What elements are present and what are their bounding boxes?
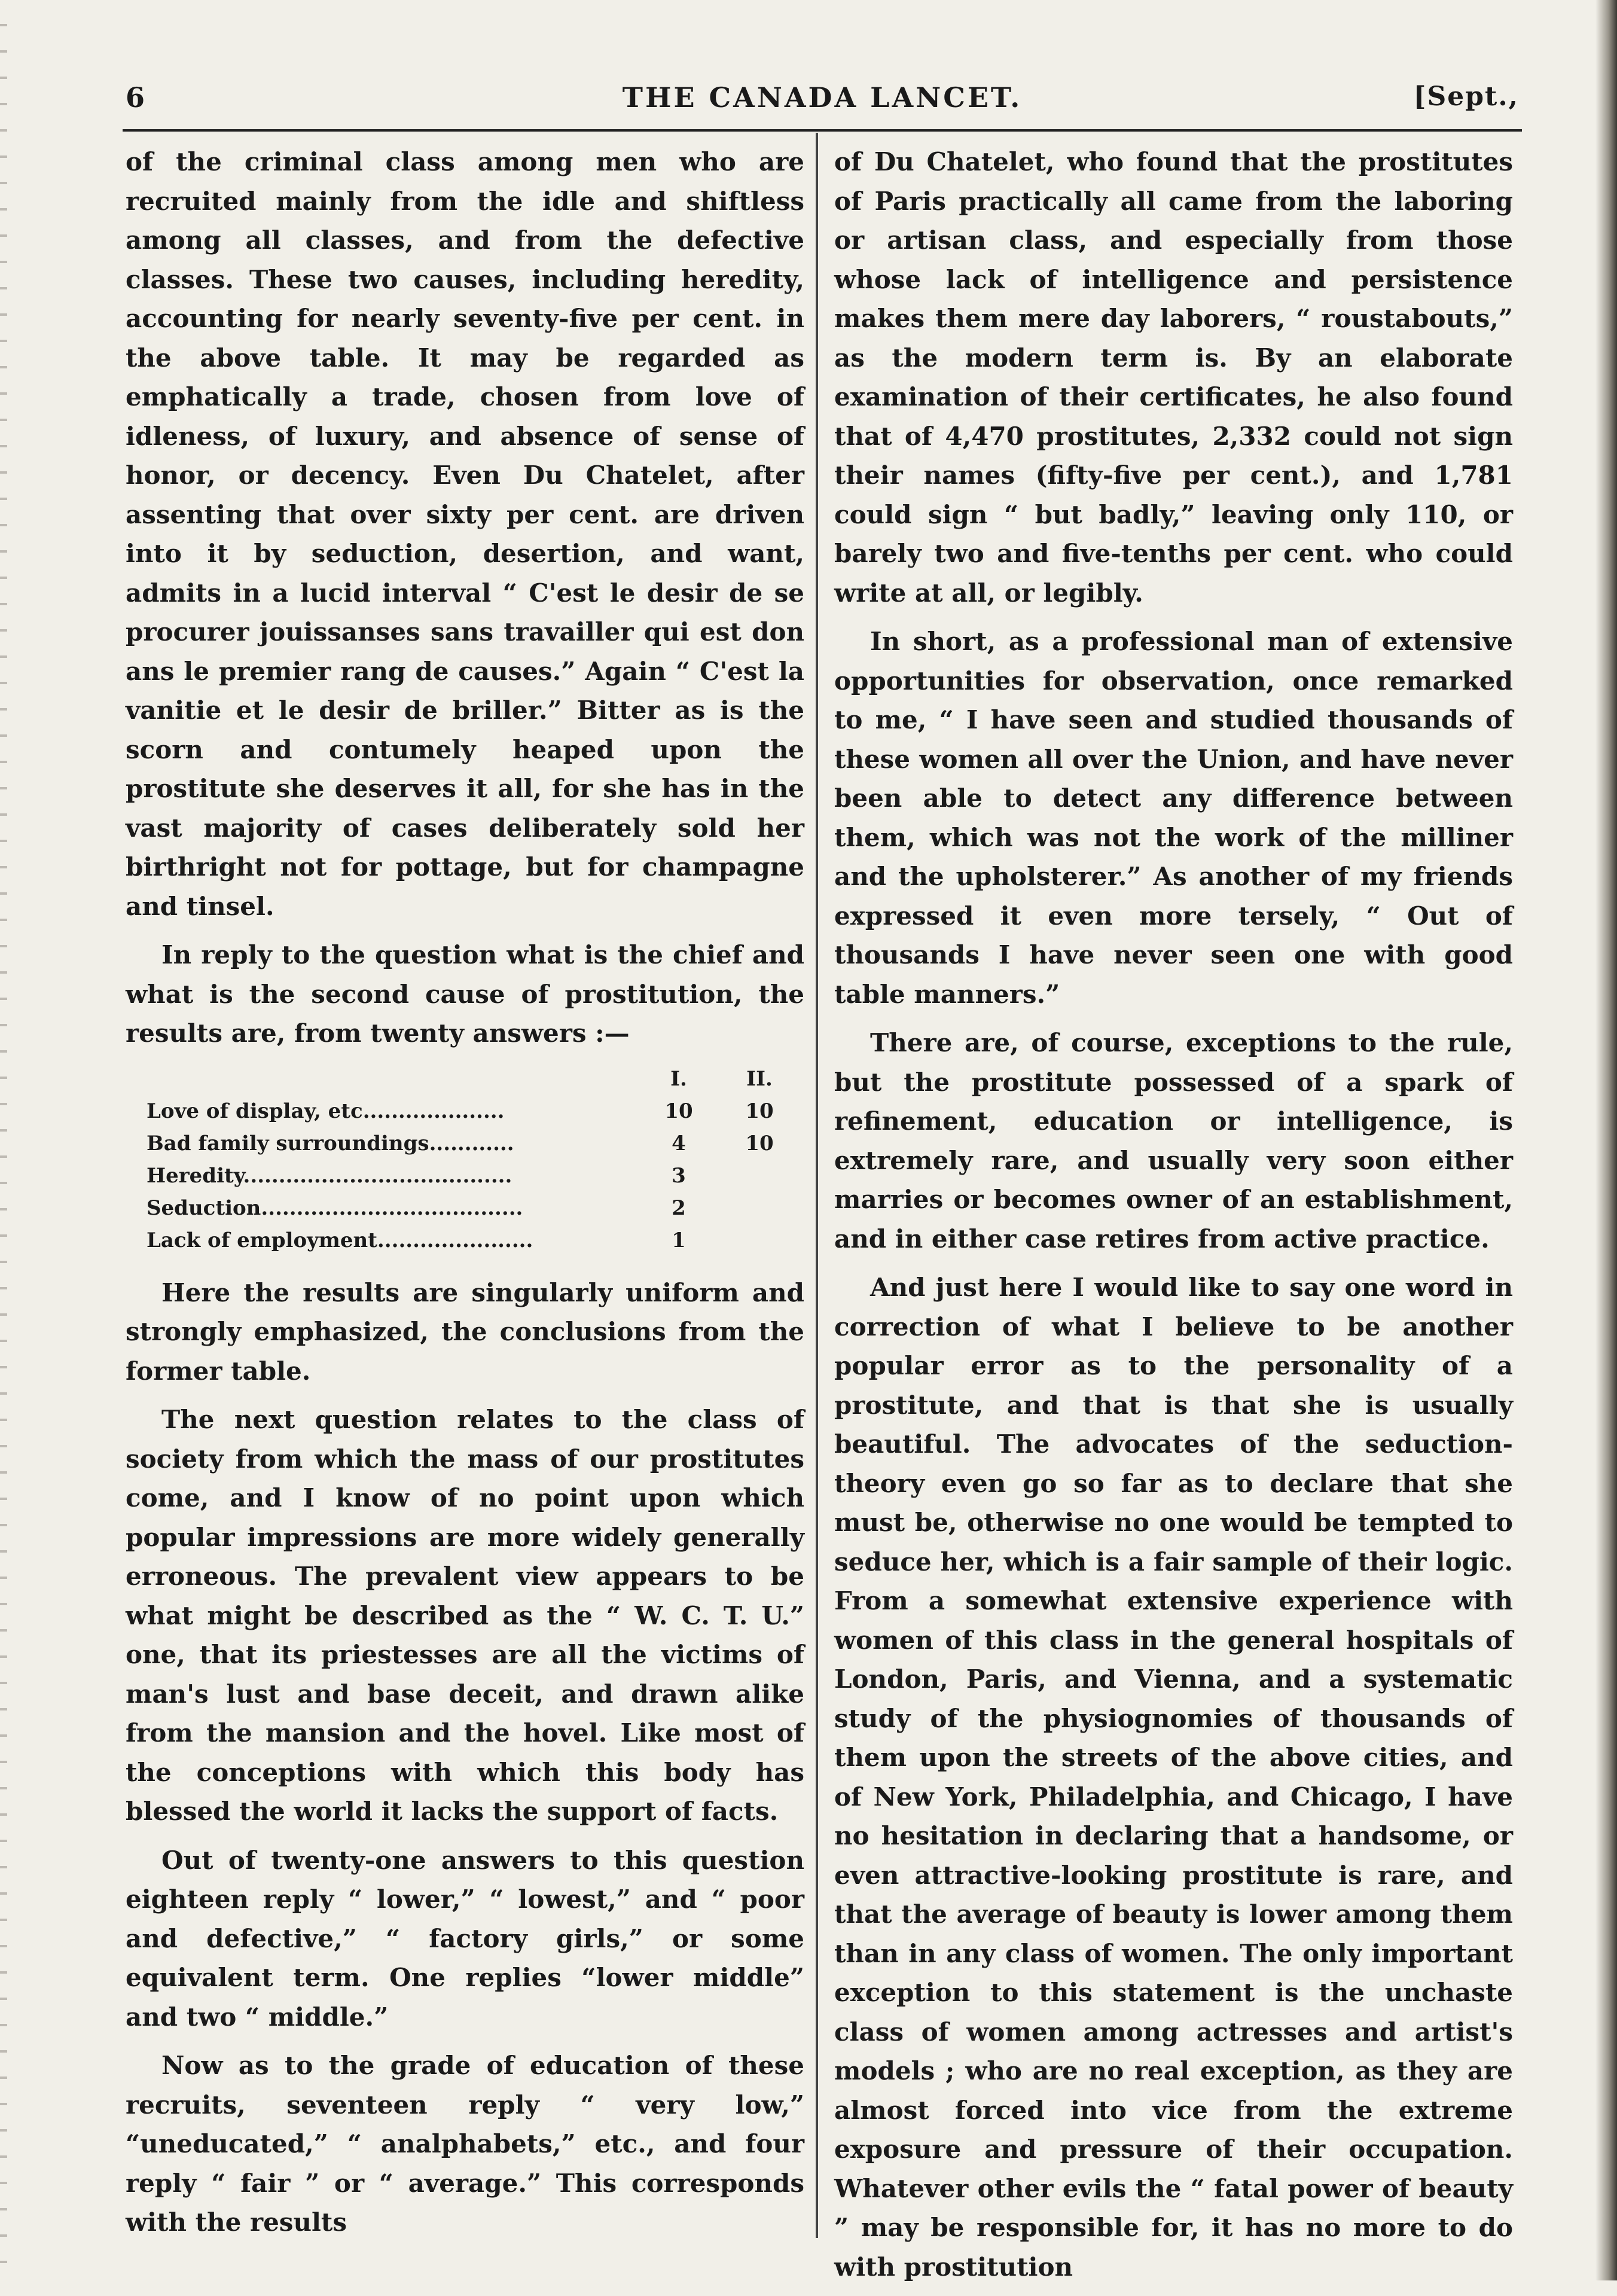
table-row bbox=[126, 1127, 804, 1160]
left-paragraph-6: Now as to the grade of education of these recruits, seventeen reply “ very low,” “uneducated,” “ analphabets,” etc., and four reply “ fair ” or “ average.” This corresponds with the results bbox=[126, 2051, 804, 2237]
column-divider bbox=[816, 133, 818, 2238]
table-header-col1: I. bbox=[670, 1066, 687, 1091]
page-number: 6 bbox=[126, 81, 145, 114]
right-column bbox=[834, 142, 1513, 2296]
table-row-value-2: 10 bbox=[745, 1131, 774, 1155]
table-row-label: Heredity...................................... bbox=[147, 1163, 512, 1188]
table-header-col2: II. bbox=[746, 1066, 773, 1091]
table-row-value-1: 2 bbox=[672, 1196, 686, 1220]
table-row-value-2 bbox=[715, 1224, 804, 1257]
table-row-value-1: 3 bbox=[672, 1163, 686, 1188]
table-row-label: Love of display, etc.................... bbox=[147, 1099, 505, 1123]
left-paragraph-3: Here the results are singularly uniform and strongly emphasized, the conclusions from the former table. bbox=[126, 1277, 804, 1386]
left-paragraph-2: In reply to the question what is the chief and what is the second cause of prostitution, the results are, from twenty answers :— bbox=[126, 940, 804, 1048]
right-paragraph-4: And just here I would like to say one word in correction of what I believe to be another popular error as to the personality of a prostitute, and that is that she is usually beautiful. The advocates of the seduction-theory even go so far as to declare that she must be, otherwise no one would be tempted to seduce her, which is a fair sample of their logic. From a somewhat extensive experience with women of this class in the general hospitals of London, Paris, and Vienna, and a systematic study of the physiognomies of thousands of them upon the streets of the above cities, and of New York, Philadelphia, and Chicago, I have no hesitation in declaring that a handsome, or even attractive-looking prostitute is rare, and that the average of beauty is lower among them than in any class of women. The only important exception to this statement is the unchaste class of women among actresses and artist's models ; who are no real exception, as they are almost forced into vice from the extreme exposure and pressure of their occupation. Whatever other evils the “ fatal power of beauty ” may be responsible for, it has no more to do with prostitution bbox=[834, 1273, 1513, 2282]
right-paragraph-1: of Du Chatelet, who found that the prostitutes of Paris practically all came from the laboring or artisan class, and especially from those whose lack of intelligence and persistence makes them mere day laborers, “ roustabouts,” as the modern term is. By an elaborate examination of their certificates, he also found that of 4,470 prostitutes, 2,332 could not sign their names (fifty-five per cent.), and 1,781 could sign “ but badly,” leaving only 110, or barely two and five-tenths per cent. who could write at all, or legibly. bbox=[834, 147, 1513, 608]
header-rule bbox=[123, 129, 1522, 132]
table-row bbox=[126, 1160, 804, 1192]
table-row bbox=[126, 1192, 804, 1224]
page-left-edge bbox=[0, 0, 7, 2280]
left-column bbox=[126, 142, 804, 2252]
table-row-value-1: 4 bbox=[672, 1131, 686, 1155]
table-header-row bbox=[126, 1063, 804, 1095]
table-row bbox=[126, 1224, 804, 1257]
table-row-value-2: 10 bbox=[745, 1099, 774, 1123]
journal-title: THE CANADA LANCET. bbox=[622, 81, 1023, 114]
table-row bbox=[126, 1095, 804, 1127]
table-row-value-2 bbox=[715, 1192, 804, 1224]
causes-table bbox=[126, 1063, 804, 1257]
left-paragraph-4: The next question relates to the class of society from which the mass of our prostitutes come, and I know of no point upon which popular impressions are more widely generally erroneous. The prevalent view appears to be what might be described as the “ W. C. T. U.” one, that its priestesses are all the victims of man's lust and base deceit, and drawn alike from the mansion and the hovel. Like most of the conceptions with which this body has blessed the world it lacks the support of facts. bbox=[126, 1405, 804, 1826]
issue-month: [Sept., bbox=[1413, 81, 1519, 112]
left-paragraph-5: Out of twenty-one answers to this question eighteen reply “ lower,” “ lowest,” and “ poor and defective,” “ factory girls,” or some equivalent term. One replies “lower middle” and two “ middle.” bbox=[126, 1845, 804, 2032]
running-header bbox=[126, 78, 1519, 126]
table-row-label: Bad family surroundings............ bbox=[147, 1131, 514, 1155]
table-row-label: Lack of employment...................... bbox=[147, 1228, 533, 1252]
right-paragraph-3: There are, of course, exceptions to the rule, but the prostitute possessed of a spark of refinement, education or intelligence, is extremely rare, and usually very soon either marries or becomes owner of an establishment, and in either case retires from active practice. bbox=[834, 1028, 1513, 1254]
left-paragraph-1: of the criminal class among men who are recruited mainly from the idle and shiftless among all classes, and from the defective classes. These two causes, including heredity, accounting for nearly seventy-five per cent. in the above table. It may be regarded as emphatically a trade, chosen from love of idleness, of luxury, and absence of sense of honor, or decency. Even Du Chatelet, after assenting that over sixty per cent. are driven into it by seduction, desertion, and want, admits in a lucid interval “ C'est le desir de se procurer jouissanses sans travailler qui est don ans le premier rang de causes.” Again “ C'est la vanitie et le desir de briller.” Bitter as is the scorn and contumely heaped upon the prostitute she deserves it all, for she has in the vast majority of cases deliberately sold her birthright not for pottage, but for champagne and tinsel. bbox=[126, 147, 804, 921]
table-row-value-1: 1 bbox=[672, 1228, 686, 1252]
page-binding-edge bbox=[1595, 0, 1617, 2280]
table-header-label bbox=[126, 1063, 643, 1095]
table-row-label: Seduction..................................... bbox=[147, 1196, 523, 1220]
right-paragraph-2: In short, as a professional man of extensive opportunities for observation, once remarked to me, “ I have seen and studied thousands of these women all over the Union, and have never been able to detect any difference between them, which was not the work of the milliner and the upholsterer.” As another of my friends expressed it even more tersely, “ Out of thousands I have never seen one with good table manners.” bbox=[834, 627, 1513, 1009]
table-row-value-1: 10 bbox=[664, 1099, 693, 1123]
table-row-value-2 bbox=[715, 1160, 804, 1192]
